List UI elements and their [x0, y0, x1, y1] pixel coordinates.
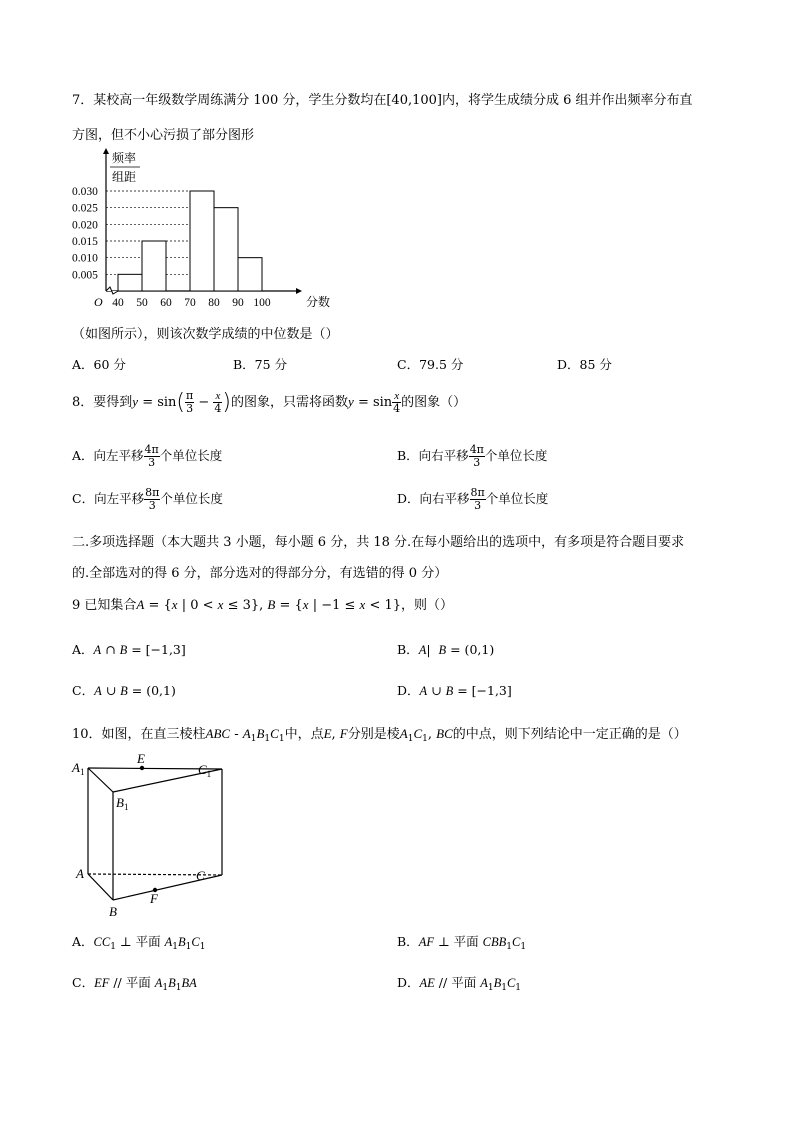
q9-option-a[interactable]: A．A ∩ B = [−1,3] — [72, 642, 186, 657]
x-tick-label: 40 — [112, 297, 124, 309]
section2-line1: 二.多项选择题（本大题共 3 小题，每小题 6 分，共 18 分.在每小题给出的选项中，有多项是符合题目要求 — [72, 535, 685, 550]
x-tick-label: 50 — [136, 297, 148, 309]
label-c: C — [196, 868, 205, 883]
x-axis-arrow — [296, 288, 302, 294]
q7-line2: 方图，但不小心污损了部分图形 — [72, 128, 255, 143]
x-tick-label: 70 — [184, 297, 196, 309]
y-tick-label: 0.030 — [72, 186, 98, 198]
q8-option-c[interactable]: C．向左平移 $\frac{8\pi}{3}$ 个单位长度 — [72, 486, 223, 512]
q8-stem-b: 的图象，只需将函数 — [231, 395, 349, 410]
q8-stem-a: 8．要得到 — [72, 395, 133, 410]
q7-option-a[interactable]: A．60 分 — [72, 357, 126, 372]
origin-label: O — [94, 295, 103, 309]
y-tick-label: 0.020 — [72, 219, 98, 232]
frequency-histogram — [68, 146, 338, 316]
label-b1: $B_1$ — [116, 795, 129, 812]
edge-ab — [88, 874, 113, 900]
histogram-bar — [238, 258, 262, 291]
q10-option-d[interactable]: D．AE // 平面 $A_1B_1C_1$ — [397, 975, 522, 993]
prism-diagram — [68, 752, 228, 922]
ylabel-bottom: 组距 — [112, 170, 137, 184]
x-tick-label: 100 — [253, 297, 271, 309]
histogram-bar — [142, 241, 166, 291]
q10-stem: 10．如图，在直三棱柱ABC - $A_1B_1C_1$中，点E, F分别是棱$A_1C_1$, BC的中点，则下列结论中一定正确的是（） — [72, 726, 687, 744]
q9-option-c[interactable]: C．A ∪ B = (0,1) — [72, 683, 176, 698]
label-e: E — [137, 752, 145, 766]
q9-stem: 9 已知集合A = {x | 0 < x ≤ 3}, B = {x | −1 ≤ x < 1}，则（） — [72, 597, 454, 613]
section2-line2: 的.全部选对的得 6 分，部分选对的得部分分，有选错的得 0 分） — [72, 566, 448, 581]
y-axis-arrow — [103, 148, 109, 154]
q8-option-a[interactable]: A．向左平移 $\frac{4\pi}{3}$ 个单位长度 — [72, 443, 223, 469]
x-tick-label: 60 — [160, 297, 172, 309]
label-f: F — [150, 891, 158, 906]
q8-option-d[interactable]: D．向右平移 $\frac{8\pi}{3}$ 个单位长度 — [397, 486, 549, 512]
q9-option-b[interactable]: B．A| B = (0,1) — [397, 642, 495, 657]
edge-bc — [113, 875, 222, 900]
x-tick-label: 80 — [208, 297, 220, 309]
xlabel: 分数 — [306, 295, 331, 309]
q7-option-c[interactable]: C．79.5 分 — [397, 357, 464, 372]
label-a1: $A_1$ — [72, 760, 85, 777]
q9-option-d[interactable]: D．A ∪ B = [−1,3] — [397, 683, 512, 698]
label-b: B — [109, 904, 117, 919]
q7-option-d[interactable]: D．85 分 — [557, 357, 612, 372]
y-tick-label: 0.025 — [72, 202, 98, 215]
q8-option-b[interactable]: B．向右平移 $\frac{4\pi}{3}$ 个单位长度 — [397, 443, 548, 469]
histogram-bar — [118, 274, 142, 291]
ylabel-top: 频率 — [112, 151, 137, 165]
q10-option-a[interactable]: A．$CC_1$ ⊥ 平面 $A_1B_1C_1$ — [72, 934, 206, 952]
q7-option-b[interactable]: B．75 分 — [233, 357, 288, 372]
histogram-bar — [190, 191, 214, 291]
label-c1: $C_1$ — [198, 762, 212, 779]
q10-option-b[interactable]: B．AF ⊥ 平面 $CBB_1C_1$ — [397, 934, 527, 952]
point-e — [140, 766, 144, 770]
edge-a1b1 — [88, 768, 113, 792]
q7-line1: 7．某校高一年级数学周练满分 100 分，学生分数均在[40,100]内，将学生成绩分成 6 组并作出频率分布直 — [72, 93, 693, 108]
q10-option-c[interactable]: C．EF // 平面 $A_1B_1BA$ — [72, 975, 197, 993]
q8-stem-c: 的图象（） — [401, 395, 467, 410]
y-tick-label: 0.015 — [72, 236, 98, 248]
x-tick-label: 90 — [232, 297, 244, 309]
label-a: A — [76, 866, 84, 881]
q8-stem: 8．要得到y = sin( $\frac{\pi}{3}$ − $\frac{x}{4}$ )的图象，只需将函数y = sin $\frac{x}{4}$ 的图象（） — [72, 389, 467, 415]
histogram-bar — [214, 208, 238, 291]
y-tick-label: 0.005 — [72, 269, 98, 282]
y-tick-label: 0.010 — [72, 252, 98, 265]
q7-line3: （如图所示），则该次数学成绩的中位数是（） — [72, 327, 339, 342]
